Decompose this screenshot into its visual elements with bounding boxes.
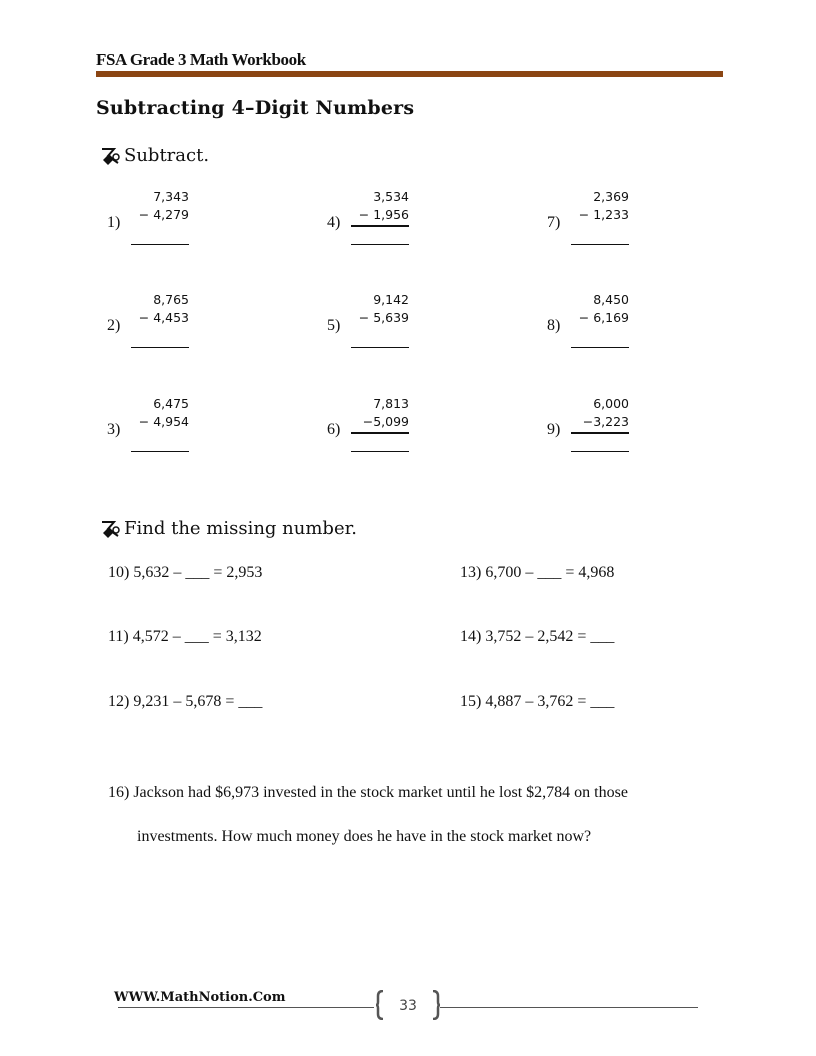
problem-5 [327, 291, 437, 351]
missing-problem-14: 14) 3,752 – 2,542 = ___ [460, 628, 615, 645]
subtraction-bar [571, 432, 629, 434]
problem-2 [107, 291, 217, 351]
minuend: 2,369 [593, 189, 629, 204]
problem-label: 5) [327, 317, 341, 334]
problem-4 [327, 188, 437, 248]
subtrahend: − 4,954 [138, 414, 189, 429]
header-rule [96, 71, 723, 77]
missing-problem-10: 10) 5,632 – ___ = 2,953 [108, 564, 263, 581]
section-title: Subtracting 4–Digit Numbers [96, 97, 415, 119]
instruction-subtract [100, 145, 209, 166]
problem-label: 9) [547, 421, 561, 438]
missing-problem-15: 15) 4,887 – 3,762 = ___ [460, 693, 615, 710]
problem-label: 3) [107, 421, 121, 438]
problem-7 [547, 188, 657, 248]
word-problem-line2: investments. How much money does he have in the stock market now? [137, 828, 592, 845]
minuend: 6,475 [153, 396, 189, 411]
subtrahend: − 6,169 [578, 310, 629, 325]
minuend: 6,000 [593, 396, 629, 411]
problem-label: 6) [327, 421, 341, 438]
answer-line [131, 451, 189, 452]
instruction-missing-text: Find the missing number. [124, 518, 357, 539]
page-number: 33 [399, 998, 417, 1014]
problem-8 [547, 291, 657, 351]
missing-problem-13: 13) 6,700 – ___ = 4,968 [460, 564, 615, 581]
subtrahend: −3,223 [582, 414, 629, 429]
problem-label: 7) [547, 214, 561, 231]
instruction-subtract-text: Subtract. [124, 145, 210, 166]
subtrahend: − 1,233 [578, 207, 629, 222]
problem-label: 1) [107, 214, 121, 231]
problem-label: 8) [547, 317, 561, 334]
pencil-icon [100, 519, 122, 539]
pencil-icon [100, 146, 122, 166]
minuend: 7,343 [153, 189, 189, 204]
subtrahend: − 4,453 [138, 310, 189, 325]
word-problem-line1: 16) Jackson had $6,973 invested in the stock market until he lost $2,784 on those [108, 784, 628, 801]
problem-1 [107, 188, 217, 248]
left-bracket-icon [376, 990, 384, 1020]
answer-line [351, 451, 409, 452]
word-problem-16 [108, 771, 728, 859]
answer-line [571, 451, 629, 452]
subtraction-bar [351, 432, 409, 434]
answer-line [131, 347, 189, 348]
answer-line [571, 347, 629, 348]
minuend: 8,765 [153, 292, 189, 307]
right-bracket-icon [432, 990, 440, 1020]
problem-label: 4) [327, 214, 341, 231]
answer-line [351, 347, 409, 348]
subtraction-bar [351, 225, 409, 227]
footer-website: WWW.MathNotion.Com [114, 990, 286, 1005]
subtrahend: −5,099 [362, 414, 409, 429]
minuend: 8,450 [593, 292, 629, 307]
subtrahend: − 4,279 [138, 207, 189, 222]
problem-6 [327, 395, 437, 455]
minuend: 7,813 [373, 396, 409, 411]
footer-rule [440, 1007, 698, 1008]
instruction-missing [100, 518, 357, 539]
workbook-title: FSA Grade 3 Math Workbook [96, 50, 306, 69]
answer-line [571, 244, 629, 245]
answer-line [351, 244, 409, 245]
missing-problem-12: 12) 9,231 – 5,678 = ___ [108, 693, 263, 710]
problem-9 [547, 395, 657, 455]
footer-rule [118, 1007, 374, 1008]
answer-line [131, 244, 189, 245]
problem-3 [107, 395, 217, 455]
problem-label: 2) [107, 317, 121, 334]
subtrahend: − 1,956 [358, 207, 409, 222]
subtrahend: − 5,639 [358, 310, 409, 325]
missing-problem-11: 11) 4,572 – ___ = 3,132 [108, 628, 262, 645]
minuend: 9,142 [373, 292, 409, 307]
minuend: 3,534 [373, 189, 409, 204]
